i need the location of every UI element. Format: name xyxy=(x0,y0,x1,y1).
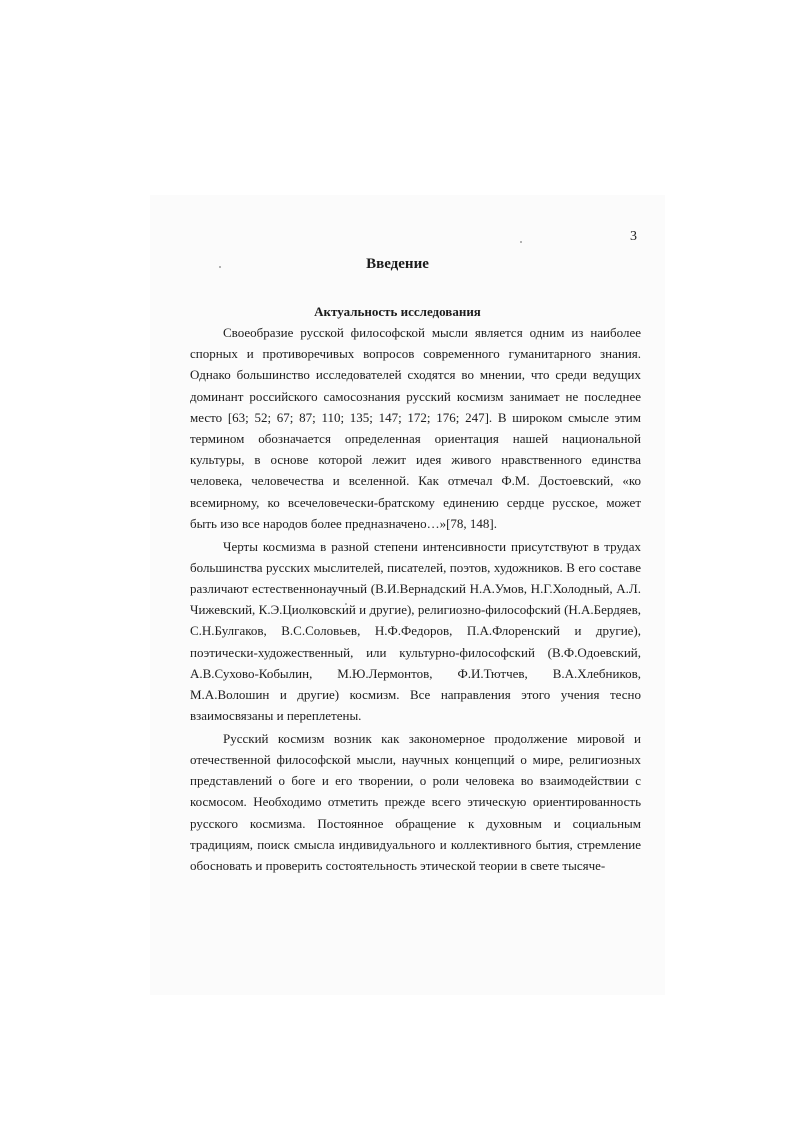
paragraph-1: Своеобразие русской философской мысли является одним из наиболее спорных и противоречивых вопросов современного гуманитарного знания. Однако большинство исследователей сходятся во мнении, что среди ведущих доминант российского самосознания русский космизм занимает не последнее место [63; 52; 67; 87; 110; 135; 147; 172; 176; 247]. В широком смысле этим термином обозначается определенная ориентация нашей национальной культуры, в основе которой лежит идея живого нравственного единства человека, человечества и вселенной. Как отмечал Ф.М. Достоевский, «ко всемирному, ко всечеловечески-братскому единению сердце русское, может быть изо все народов более предназначено…»[78, 148]. xyxy=(190,325,641,531)
paragraph-3: Русский космизм возник как закономерное продолжение мировой и отечественной философской мысли, научных концепций о мире, религиозных представлений о боге и его творении, о роли человека во взаимодействии с космосом. Необходимо отметить прежде всего этическую ориентированность русского космизма. Постоянное обращение к духовным и социальным традициям, поиск смысла индивидуального и коллективного бытия, стремление обосновать и проверить состоятельность этической теории в свете тысяче- xyxy=(190,730,641,874)
page-title: Введение xyxy=(366,256,429,272)
section-title: Актуальность исследования xyxy=(314,304,481,319)
scan-speck xyxy=(520,241,522,243)
body-text xyxy=(190,322,641,876)
paragraph-2: Черты космизма в разной степени интенсивности присутствуют в трудах большинства русских мыслителей, писателей, поэтов, художников. В его составе различают естественнонаучный (В.И.Вернадский Н.А.Умов, Н.Г.Холодный, А.Л. Чижевский, К.Э.Циолковский и другие), религиозно-философский (Н.А.Бердяев, С.Н.Булгаков, В.С.Соловьев, Н.Ф.Федоров, П.А.Флоренский и другие), поэтически-художественный, или культурно-философский (В.Ф.Одоевский, А.В.Сухово-Кобылин, М.Ю.Лермонтов, Ф.И.Тютчев, В.А.Хлебников, М.А.Волошин и другие) космизм. Все направления этого учения тесно взаимосвязаны и переплетены. xyxy=(190,538,641,724)
page-number: 3 xyxy=(630,229,637,244)
